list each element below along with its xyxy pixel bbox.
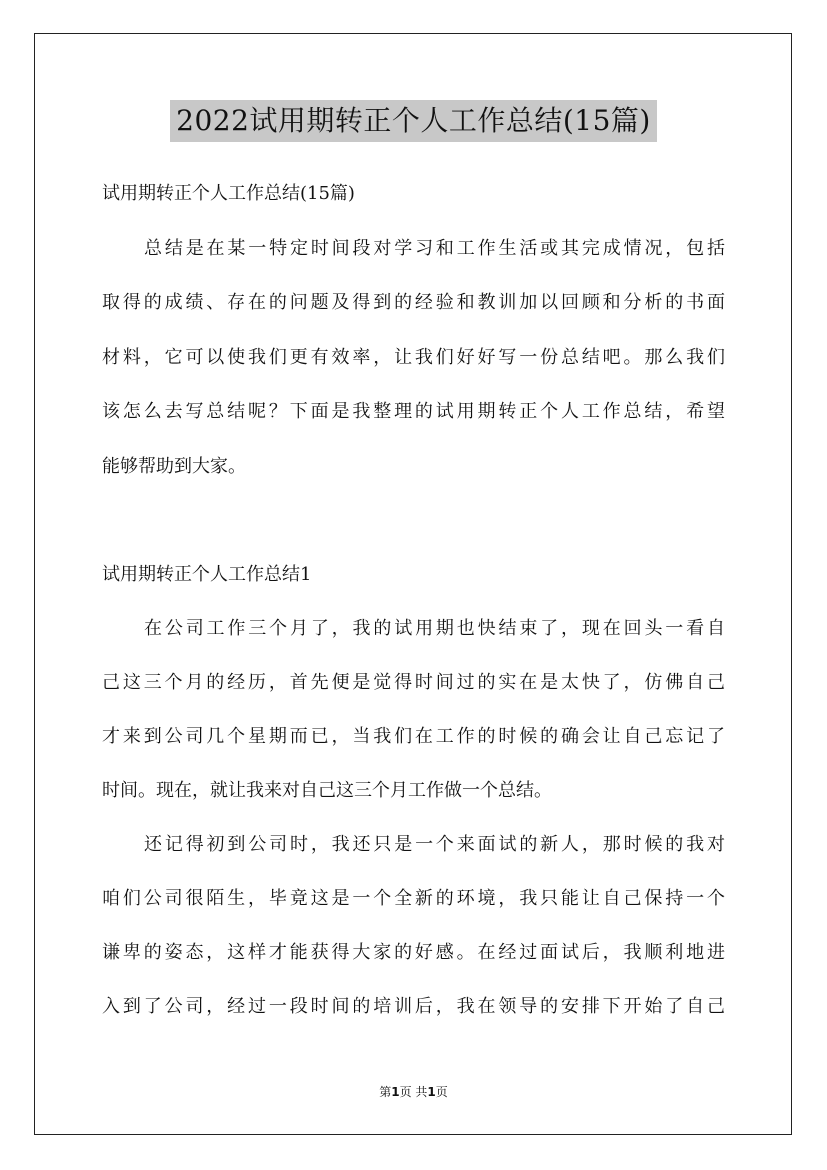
intro-line: 取得的成绩、存在的问题及得到的经验和教训加以回顾和分析的书面	[102, 292, 725, 313]
paragraph-line: 己这三个月的经历，首先便是觉得时间过的实在是太快了，仿佛自己	[102, 672, 725, 693]
intro-line: 材料，它可以使我们更有效率，让我们好好写一份总结吧。那么我们	[102, 347, 725, 368]
document-title: 2022试用期转正个人工作总结(15篇)	[170, 100, 657, 142]
paragraph-line: 在公司工作三个月了，我的试用期也快结束了，现在回头一看自	[144, 618, 725, 639]
paragraph-line: 咱们公司很陌生，毕竟这是一个全新的环境，我只能让自己保持一个	[102, 888, 725, 909]
page-footer	[0, 1084, 827, 1100]
paragraph-line: 入到了公司，经过一段时间的培训后，我在领导的安排下开始了自己	[102, 996, 725, 1017]
footer-prefix: 第	[379, 1085, 392, 1099]
footer-suffix: 页	[435, 1085, 448, 1099]
intro-line: 该怎么去写总结呢？下面是我整理的试用期转正个人工作总结，希望	[102, 401, 725, 422]
title-container	[0, 100, 827, 142]
paragraph-line: 谦卑的姿态，这样才能获得大家的好感。在经过面试后，我顺利地进	[102, 942, 725, 963]
intro-line: 总结是在某一特定时间段对学习和工作生活或其完成情况，包括	[144, 238, 725, 259]
paragraph-line: 才来到公司几个星期而已，当我们在工作的时候的确会让自己忘记了	[102, 726, 725, 747]
section-heading: 试用期转正个人工作总结1	[102, 564, 312, 585]
paragraph-line: 时间。现在，就让我来对自己这三个月工作做一个总结。	[102, 780, 552, 801]
paragraph-line: 还记得初到公司时，我还只是一个来面试的新人，那时候的我对	[144, 834, 725, 855]
footer-middle: 页 共	[399, 1085, 428, 1099]
total-page-number: 1	[427, 1085, 436, 1099]
current-page-number: 1	[391, 1085, 400, 1099]
document-subtitle: 试用期转正个人工作总结(15篇)	[102, 183, 355, 204]
intro-line: 能够帮助到大家。	[102, 456, 246, 477]
